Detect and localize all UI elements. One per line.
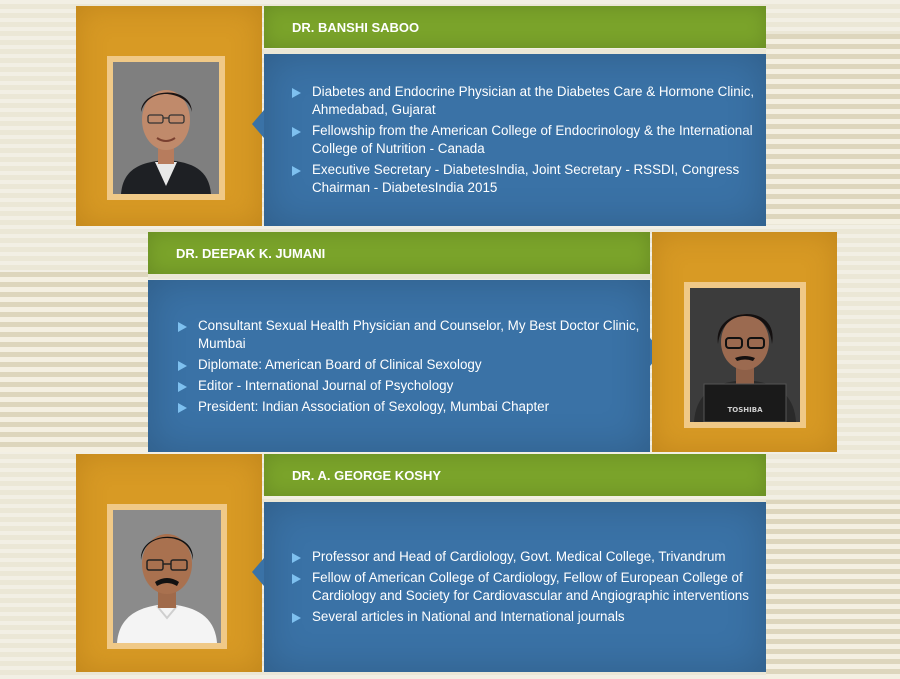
doctor-bio-panel	[264, 54, 766, 226]
bullet-triangle-icon	[292, 613, 301, 623]
bio-item: Diabetes and Endocrine Physician at the Diabetes Care & Hormone Clinic, Ahmedabad, Gujarat	[290, 83, 756, 119]
bullet-triangle-icon	[178, 403, 187, 413]
bullet-triangle-icon	[178, 382, 187, 392]
portrait-icon	[113, 62, 219, 194]
bullet-triangle-icon	[292, 574, 301, 584]
bio-item: Fellow of American College of Cardiology, Fellow of European College of Cardiology and Society for Cardiovascular and Angiographic interventions	[290, 569, 756, 605]
bullet-triangle-icon	[178, 322, 187, 332]
doctor-bio-panel	[264, 502, 766, 672]
bio-list	[290, 545, 766, 629]
portrait-icon	[690, 288, 800, 422]
bio-item: Professor and Head of Cardiology, Govt. Medical College, Trivandrum	[290, 548, 756, 566]
bio-item: Editor - International Journal of Psychology	[176, 377, 640, 395]
background-stripes-top	[766, 34, 900, 224]
doctor-photo-koshy	[113, 510, 221, 643]
photo-frame	[684, 282, 806, 428]
doctor-photo-saboo	[113, 62, 219, 194]
pointer-notch	[252, 110, 264, 138]
doctor-name: DR. BANSHI SABOO	[292, 19, 420, 35]
photo-frame	[107, 504, 227, 649]
bullet-triangle-icon	[292, 166, 301, 176]
bio-item: Fellowship from the American College of Endocrinology & the International College of Nutrition - Canada	[290, 122, 756, 158]
bio-list	[176, 314, 650, 419]
bio-item: Several articles in National and International journals	[290, 608, 756, 626]
bio-item: Diplomate: American Board of Clinical Sexology	[176, 356, 640, 374]
pointer-notch	[252, 558, 264, 586]
portrait-icon	[113, 510, 221, 643]
doctor-name: DR. A. GEORGE KOSHY	[292, 467, 442, 483]
doctor-name-banner	[264, 454, 766, 496]
doctor-name-banner	[264, 6, 766, 48]
bullet-triangle-icon	[178, 361, 187, 371]
bullet-triangle-icon	[292, 127, 301, 137]
doctor-name-banner	[148, 232, 650, 274]
bio-list	[290, 80, 766, 200]
doctor-photo-jumani	[690, 288, 800, 422]
bullet-triangle-icon	[292, 553, 301, 563]
bio-item: President: Indian Association of Sexology, Mumbai Chapter	[176, 398, 640, 416]
bio-item: Executive Secretary - DiabetesIndia, Joint Secretary - RSSDI, Congress Chairman - DiabetesIndia 2015	[290, 161, 756, 197]
background-stripes-middle	[0, 272, 148, 452]
photo-frame	[107, 56, 225, 200]
svg-text:TOSHIBA: TOSHIBA	[727, 406, 763, 414]
doctor-name: DR. DEEPAK K. JUMANI	[176, 245, 326, 261]
bio-item: Consultant Sexual Health Physician and Counselor, My Best Doctor Clinic, Mumbai	[176, 317, 640, 353]
background-stripes-bottom	[766, 500, 900, 679]
doctor-bio-panel	[148, 280, 650, 452]
bullet-triangle-icon	[292, 88, 301, 98]
